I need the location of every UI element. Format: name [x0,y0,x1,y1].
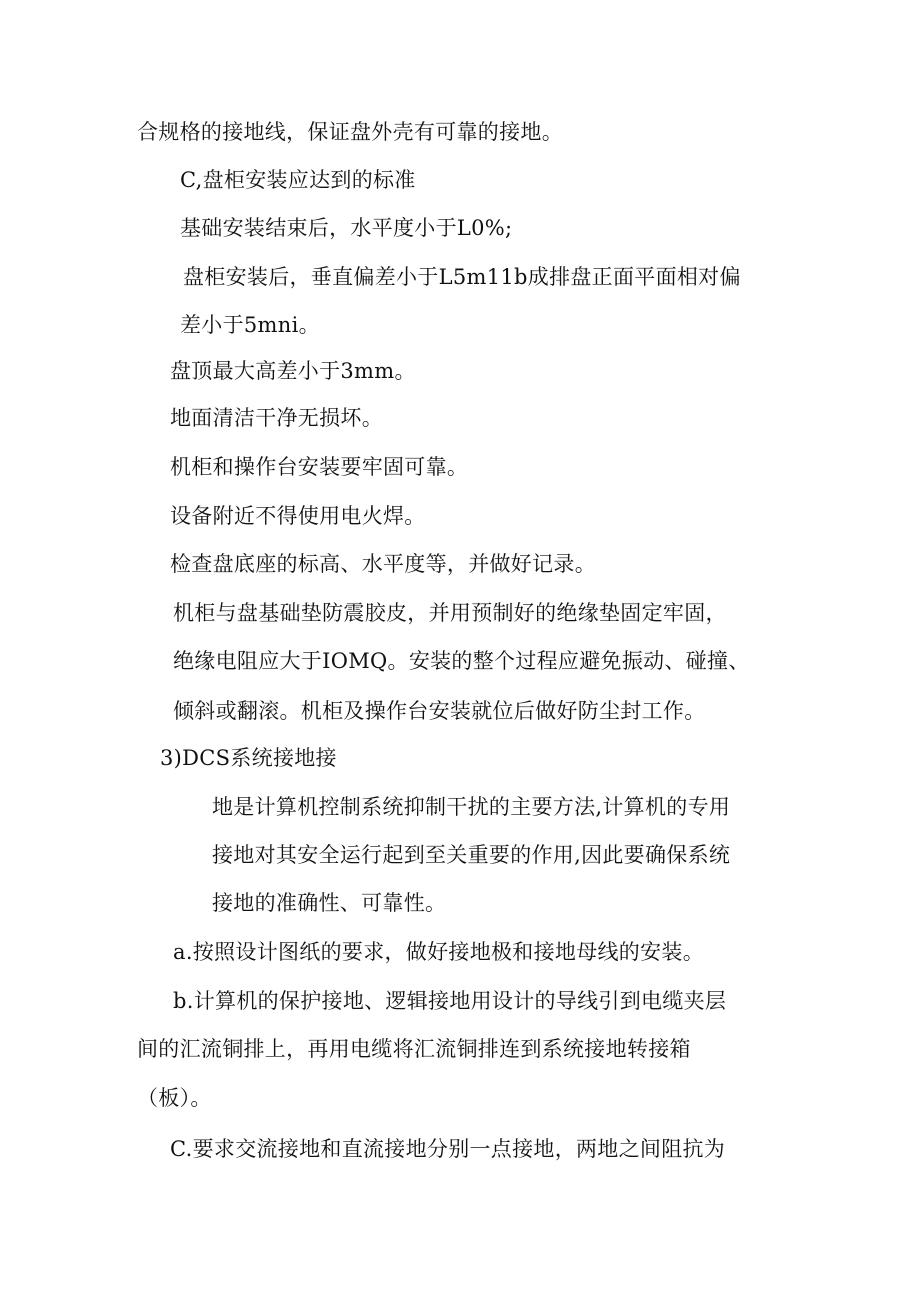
text-line: C.要求交流接地和直流接地分别一点接地，两地之间阻抗为 [170,1137,726,1161]
text-line: （板）。 [137,1086,212,1110]
text-line: 接地的准确性、可靠性。 [212,891,447,915]
text-line: 地是计算机控制系统抑制干扰的主要方法,计算机的专用 [212,795,731,819]
text-line: 基础安装结束后，水平度小于L0%; [180,216,513,240]
text-line: b.计算机的保护接地、逻辑接地用设计的导线引到电缆夹层 [173,989,727,1013]
text-line: 差小于5mni。 [180,313,320,337]
text-line: 间的汇流铜排上，再用电缆将汇流铜排连到系统接地转接箱 [137,1037,691,1061]
text-line: 倾斜或翻滚。机柜及操作台安装就位后做好防尘封工作。 [173,699,706,723]
text-line: 检查盘底座的标高、水平度等，并做好记录。 [170,552,596,576]
section-heading: C,盘柜安装应达到的标准 [180,168,416,192]
text-line: 设备附近不得使用电火焊。 [170,504,426,528]
text-line: 合规格的接地线，保证盘外壳有可靠的接地。 [137,120,563,144]
text-line: 接地对其安全运行起到至关重要的作用,因此要确保系统 [212,843,731,867]
text-line: a.按照设计图纸的要求，做好接地极和接地母线的安装。 [173,940,704,964]
text-line: 绝缘电阻应大于IOMQ。安装的整个过程应避免振动、碰撞、 [173,649,750,673]
text-line: 盘柜安装后，垂直偏差小于L5m11b成排盘正面平面相对偏 [183,265,741,289]
text-line: 机柜与盘基础垫防震胶皮，并用预制好的绝缘垫固定牢固， [173,601,727,625]
section-heading: 3)DCS系统接地接 [160,746,337,770]
text-line: 机柜和操作台安装要牢固可靠。 [170,455,469,479]
text-line: 盘顶最大高差小于3mm。 [170,359,416,383]
text-line: 地面清洁干净无损坏。 [170,406,383,430]
